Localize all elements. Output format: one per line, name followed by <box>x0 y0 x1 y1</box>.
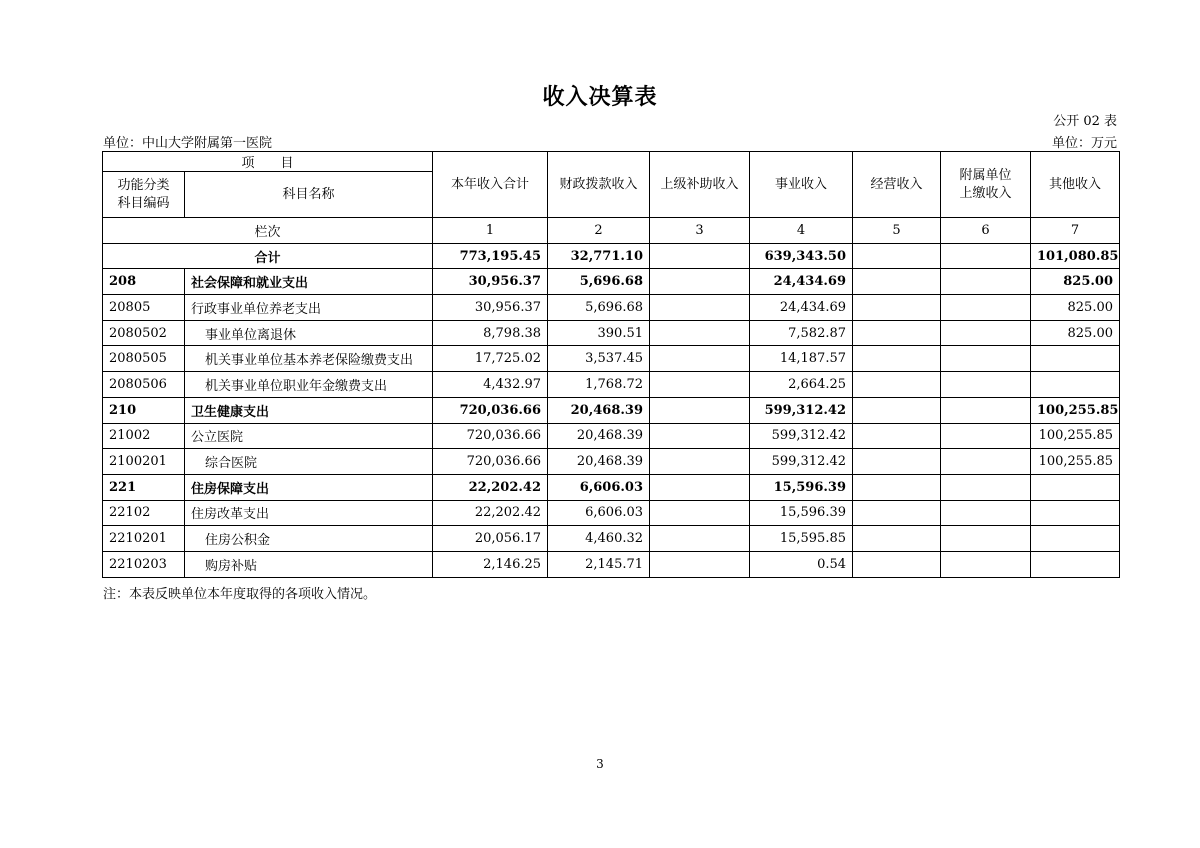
unit-organization: 单位：中山大学附属第一医院 <box>103 136 273 151</box>
col-index: 3 <box>650 218 750 244</box>
row-name: 行政事业单位养老支出 <box>185 295 433 321</box>
total-row <box>103 243 1120 269</box>
table-row <box>103 372 1120 398</box>
row-name: 社会保障和就业支出 <box>185 269 433 295</box>
row-value: 7,582.87 <box>750 320 853 346</box>
table-row <box>103 526 1120 552</box>
row-value <box>650 474 750 500</box>
row-value <box>853 449 941 475</box>
row-value <box>1031 526 1120 552</box>
row-value <box>941 346 1031 372</box>
row-value: 720,036.66 <box>433 397 548 423</box>
row-value <box>650 551 750 577</box>
row-code: 2080505 <box>103 346 185 372</box>
row-value <box>1031 372 1120 398</box>
col-index: 6 <box>941 218 1031 244</box>
row-value: 30,956.37 <box>433 269 548 295</box>
row-code: 2080502 <box>103 320 185 346</box>
table-row <box>103 500 1120 526</box>
row-value: 14,187.57 <box>750 346 853 372</box>
col-index: 4 <box>750 218 853 244</box>
row-code: 2080506 <box>103 372 185 398</box>
row-value: 22,202.42 <box>433 500 548 526</box>
row-code: 208 <box>103 269 185 295</box>
row-value: 100,255.85 <box>1031 397 1120 423</box>
row-value <box>1031 551 1120 577</box>
row-value: 15,596.39 <box>750 474 853 500</box>
row-name: 公立医院 <box>185 423 433 449</box>
col-index: 1 <box>433 218 548 244</box>
table-row <box>103 295 1120 321</box>
row-name: 住房改革支出 <box>185 500 433 526</box>
row-value: 4,460.32 <box>548 526 650 552</box>
row-value <box>650 346 750 372</box>
row-value: 6,606.03 <box>548 474 650 500</box>
page-title: 收入决算表 <box>542 84 658 110</box>
col-index: 2 <box>548 218 650 244</box>
header-row <box>103 152 1120 172</box>
row-value <box>941 423 1031 449</box>
unit-currency: 单位：万元 <box>1051 136 1117 151</box>
row-value: 825.00 <box>1031 269 1120 295</box>
row-value: 599,312.42 <box>750 397 853 423</box>
row-value <box>853 474 941 500</box>
row-index-label: 栏次 <box>103 218 433 244</box>
row-value <box>941 526 1031 552</box>
row-value: 20,468.39 <box>548 397 650 423</box>
row-value <box>941 295 1031 321</box>
row-value: 390.51 <box>548 320 650 346</box>
row-value <box>853 269 941 295</box>
header-name-col: 科目名称 <box>185 172 433 218</box>
row-code: 2210201 <box>103 526 185 552</box>
row-value <box>941 372 1031 398</box>
row-value: 1,768.72 <box>548 372 650 398</box>
row-value: 599,312.42 <box>750 423 853 449</box>
row-value <box>650 500 750 526</box>
row-value <box>853 397 941 423</box>
total-value <box>853 243 941 269</box>
header-col-affiliated <box>941 152 1031 218</box>
table-note: 注：本表反映单位本年度取得的各项收入情况。 <box>103 587 377 602</box>
row-code: 22102 <box>103 500 185 526</box>
total-value: 32,771.10 <box>548 243 650 269</box>
row-name: 事业单位离退休 <box>185 320 433 346</box>
row-value <box>853 423 941 449</box>
header-item-group: 项 目 <box>103 152 433 172</box>
header-col-affiliated-line1: 附属单位 <box>959 167 1012 183</box>
total-label: 合计 <box>103 243 433 269</box>
row-value <box>941 500 1031 526</box>
total-value <box>650 243 750 269</box>
row-value <box>941 551 1031 577</box>
table-row <box>103 320 1120 346</box>
row-value: 720,036.66 <box>433 423 548 449</box>
row-value <box>941 320 1031 346</box>
table-row <box>103 346 1120 372</box>
header-code-line2: 科目编码 <box>117 195 170 211</box>
total-value <box>941 243 1031 269</box>
col-index: 7 <box>1031 218 1120 244</box>
row-value: 825.00 <box>1031 320 1120 346</box>
row-value: 24,434.69 <box>750 269 853 295</box>
table-row <box>103 551 1120 577</box>
row-value: 5,696.68 <box>548 295 650 321</box>
table-row <box>103 474 1120 500</box>
row-code: 21002 <box>103 423 185 449</box>
row-value <box>853 295 941 321</box>
row-value <box>650 372 750 398</box>
row-value <box>650 295 750 321</box>
table-row <box>103 397 1120 423</box>
column-index-row <box>103 218 1120 244</box>
row-value <box>650 526 750 552</box>
row-value <box>853 500 941 526</box>
row-code: 2100201 <box>103 449 185 475</box>
row-value: 825.00 <box>1031 295 1120 321</box>
row-name: 住房公积金 <box>185 526 433 552</box>
table-row <box>103 449 1120 475</box>
row-code: 210 <box>103 397 185 423</box>
row-value: 22,202.42 <box>433 474 548 500</box>
row-value: 2,146.25 <box>433 551 548 577</box>
header-col-fiscal: 财政拨款收入 <box>548 152 650 218</box>
row-value: 15,595.85 <box>750 526 853 552</box>
row-value: 5,696.68 <box>548 269 650 295</box>
row-value: 0.54 <box>750 551 853 577</box>
row-value <box>650 397 750 423</box>
row-value <box>941 397 1031 423</box>
header-col-superior-subsidy: 上级补助收入 <box>650 152 750 218</box>
row-value <box>650 320 750 346</box>
row-value: 24,434.69 <box>750 295 853 321</box>
row-value <box>941 474 1031 500</box>
row-value <box>941 269 1031 295</box>
row-value <box>853 346 941 372</box>
row-name: 机关事业单位职业年金缴费支出 <box>185 372 433 398</box>
header-col-operating: 经营收入 <box>853 152 941 218</box>
row-value: 720,036.66 <box>433 449 548 475</box>
row-name: 购房补贴 <box>185 551 433 577</box>
header-col-business: 事业收入 <box>750 152 853 218</box>
row-value: 20,056.17 <box>433 526 548 552</box>
row-value: 17,725.02 <box>433 346 548 372</box>
header-code-col <box>103 172 185 218</box>
row-value: 2,664.25 <box>750 372 853 398</box>
col-index: 5 <box>853 218 941 244</box>
row-value <box>853 372 941 398</box>
row-value: 20,468.39 <box>548 449 650 475</box>
row-value: 4,432.97 <box>433 372 548 398</box>
row-value: 2,145.71 <box>548 551 650 577</box>
row-code: 221 <box>103 474 185 500</box>
row-name: 综合医院 <box>185 449 433 475</box>
row-value <box>1031 346 1120 372</box>
row-code: 20805 <box>103 295 185 321</box>
row-value: 20,468.39 <box>548 423 650 449</box>
row-value <box>1031 500 1120 526</box>
row-value: 6,606.03 <box>548 500 650 526</box>
total-value: 773,195.45 <box>433 243 548 269</box>
row-name: 卫生健康支出 <box>185 397 433 423</box>
header-col-other: 其他收入 <box>1031 152 1120 218</box>
row-value <box>853 551 941 577</box>
row-value <box>853 320 941 346</box>
row-value <box>650 423 750 449</box>
table-row <box>103 423 1120 449</box>
row-value <box>853 526 941 552</box>
header-code-line1: 功能分类 <box>117 177 170 193</box>
income-table <box>102 151 1120 578</box>
form-number: 公开 02 表 <box>1053 114 1117 129</box>
header-col-total: 本年收入合计 <box>433 152 548 218</box>
row-value <box>650 269 750 295</box>
row-code: 2210203 <box>103 551 185 577</box>
row-value <box>1031 474 1120 500</box>
row-value: 8,798.38 <box>433 320 548 346</box>
total-value: 639,343.50 <box>750 243 853 269</box>
total-value: 101,080.85 <box>1031 243 1120 269</box>
row-value: 100,255.85 <box>1031 449 1120 475</box>
row-value: 15,596.39 <box>750 500 853 526</box>
row-value <box>941 449 1031 475</box>
row-value: 599,312.42 <box>750 449 853 475</box>
row-value: 100,255.85 <box>1031 423 1120 449</box>
row-value: 30,956.37 <box>433 295 548 321</box>
table-row <box>103 269 1120 295</box>
row-value: 3,537.45 <box>548 346 650 372</box>
header-col-affiliated-line2: 上缴收入 <box>959 185 1012 201</box>
row-name: 机关事业单位基本养老保险缴费支出 <box>185 346 433 372</box>
page-number: 3 <box>596 757 604 771</box>
row-value <box>650 449 750 475</box>
row-name: 住房保障支出 <box>185 474 433 500</box>
